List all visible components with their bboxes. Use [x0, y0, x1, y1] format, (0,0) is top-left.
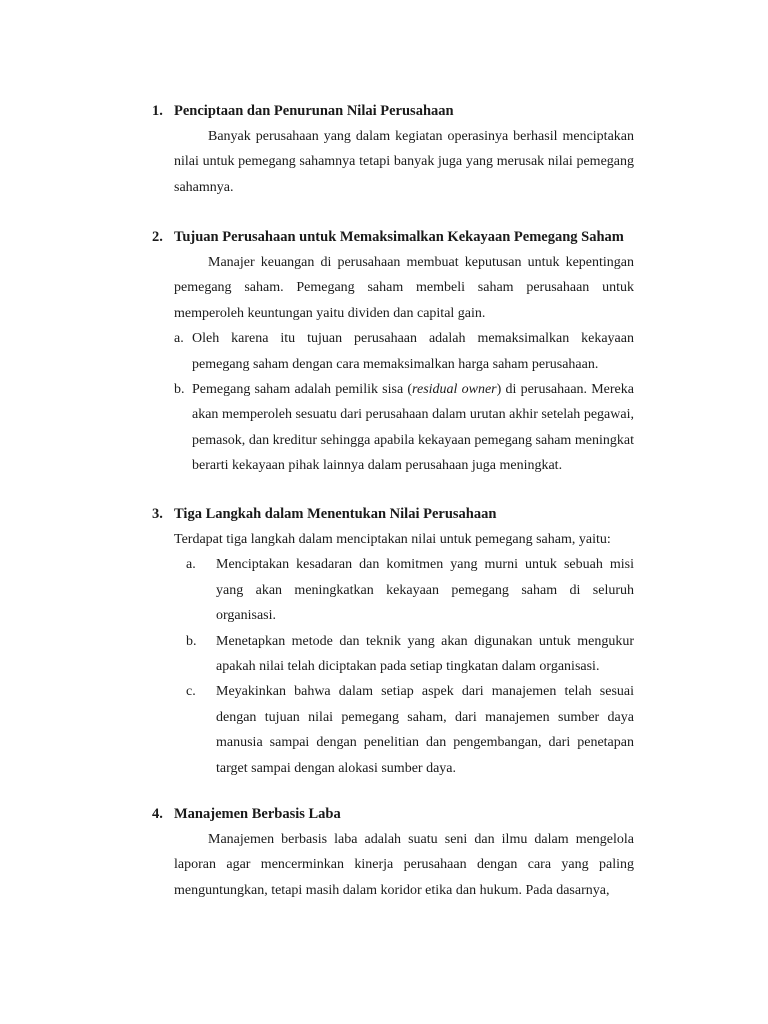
- section-number: 3.: [152, 506, 163, 522]
- section-heading: [152, 99, 634, 124]
- section-list: [174, 552, 634, 781]
- text-run: Pemegang saham adalah pemilik sisa (: [192, 382, 413, 398]
- section-2: [152, 225, 634, 479]
- section-4: [152, 802, 634, 903]
- section-3: [152, 502, 634, 781]
- italic-term: residual owner: [412, 382, 497, 398]
- section-paragraph: Manajer keuangan di perusahaan membuat keputusan untuk kepentingan pemegang saham. Pemegang saham membeli saham perusahaan untuk memperoleh keuntungan yaitu dividen dan capital gain.: [174, 255, 634, 321]
- list-marker: a.: [174, 331, 184, 347]
- section-paragraph: Manajemen berbasis laba adalah suatu seni dan ilmu dalam mengelola laporan agar mencerminkan kinerja perusahaan dengan cara yang paling menguntungkan, tetapi masih dalam koridor etika dan hukum. Pada dasarnya,: [174, 832, 634, 898]
- section-number: 2.: [152, 229, 163, 245]
- section-title: Manajemen Berbasis Laba: [174, 806, 341, 822]
- list-item-text: Menetapkan metode dan teknik yang akan digunakan untuk mengukur apakah nilai telah diciptakan pada setiap tingkatan dalam organisasi.: [216, 633, 634, 675]
- list-marker: c.: [186, 684, 196, 700]
- section-title: Tujuan Perusahaan untuk Memaksimalkan Kekayaan Pemegang Saham: [174, 229, 624, 245]
- section-number: 1.: [152, 103, 163, 119]
- list-item-text: Meyakinkan bahwa dalam setiap aspek dari manajemen telah sesuai dengan tujuan nilai pemegang saham, dari manajemen sumber daya manusia sampai dengan penelitian dan pengembangan, dari penetapan target sampai dengan alokasi sumber daya.: [216, 684, 634, 776]
- section-paragraph: Banyak perusahaan yang dalam kegiatan operasinya berhasil menciptakan nilai untuk pemegang sahamnya tetapi banyak juga yang merusak nilai pemegang sahamnya.: [174, 129, 634, 195]
- section-list: [174, 326, 634, 478]
- section-heading: [152, 225, 634, 250]
- section-intro: Terdapat tiga langkah dalam menciptakan nilai untuk pemegang saham, yaitu:: [174, 532, 611, 547]
- list-item-text: Menciptakan kesadaran dan komitmen yang murni untuk sebuah misi yang akan meningkatkan kekayaan pemegang saham di seluruh organisasi.: [216, 557, 634, 624]
- list-item: [174, 552, 634, 628]
- section-number: 4.: [152, 806, 163, 822]
- list-item: [174, 679, 634, 781]
- section-title: Penciptaan dan Penurunan Nilai Perusahaan: [174, 103, 454, 119]
- text-run: ) di perusahaan. Mereka akan memperoleh sesuatu dari perusahaan dalam urutan akhir setelah pegawai, pemasok, dan kreditur sehingga apabila kekayaan pemegang saham meningkat berarti kekayaan pihak lainnya dalam perusahaan juga meningkat.: [192, 382, 634, 474]
- section-heading: [152, 502, 634, 527]
- list-item: [174, 629, 634, 680]
- list-marker: b.: [186, 633, 197, 649]
- list-marker: a.: [186, 557, 196, 573]
- list-item-text: [192, 377, 634, 479]
- section-title: Tiga Langkah dalam Menentukan Nilai Perusahaan: [174, 506, 497, 522]
- list-item: [174, 377, 634, 479]
- section-1: [152, 99, 634, 200]
- list-item: [174, 326, 634, 377]
- list-item-text: Oleh karena itu tujuan perusahaan adalah memaksimalkan kekayaan pemegang saham dengan cara memaksimalkan harga saham perusahaan.: [192, 331, 634, 372]
- list-marker: b.: [174, 382, 185, 398]
- section-heading: [152, 802, 634, 827]
